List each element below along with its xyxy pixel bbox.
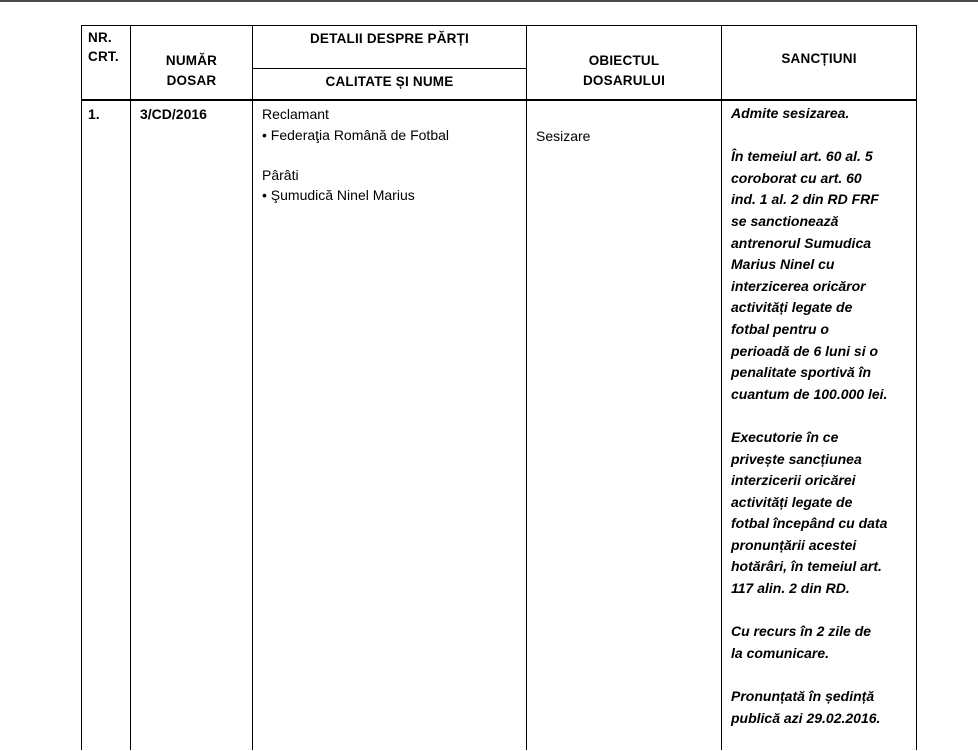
parati-name: • Şumudică Ninel Marius [262, 187, 415, 203]
header-detalii-parti: DETALII DESPRE PĂRȚI [309, 31, 469, 46]
row-nr: 1. [88, 106, 100, 122]
sanction-paragraph-2: În temeiul art. 60 al. 5 coroborat cu art. 60 ind. 1 al. 2 din RD FRF se sanctionează antrenorul Sumudica Marius Ninel cu interzicerea oricăror activități legate de fotbal pentru o perioadă de 6 luni si o penalitate sportivă în cuantum de 100.000 lei. [731, 148, 888, 402]
header-bottom-border [81, 99, 917, 101]
header-calitate-nume: CALITATE ȘI NUME [325, 74, 454, 89]
table-top-border [81, 25, 917, 26]
sanction-paragraph-1: Admite sesizarea. [731, 105, 850, 121]
reclamant-label: Reclamant [262, 106, 329, 122]
column-line-5 [721, 25, 722, 750]
column-line-3 [252, 25, 253, 750]
header-dosar: DOSAR [166, 73, 217, 88]
sanction-paragraph-5: Pronunțată în ședință publică azi 29.02.2016. [731, 688, 881, 726]
header-numar: NUMĂR [165, 53, 218, 68]
header-obiectul: OBIECTUL [588, 53, 660, 68]
header-dosarului: DOSARULUI [582, 73, 666, 88]
parati-label: Pârâti [262, 167, 299, 183]
header-crt: CRT. [88, 49, 119, 64]
sanctiuni-text [731, 103, 917, 751]
header-sanctiuni: SANCȚIUNI [781, 51, 857, 66]
sanction-paragraph-4: Cu recurs în 2 zile de la comunicare. [731, 623, 872, 661]
column-line-4 [526, 25, 527, 750]
column-line-2 [130, 25, 131, 750]
reclamant-name: • Federaţia Română de Fotbal [262, 127, 450, 143]
column-line-1 [81, 25, 82, 750]
sanction-paragraph-3: Executorie în ce privește sancțiunea interzicerii oricărei activități legate de fotbal începând cu data pronunțării acestei hotărâri, în temeiul art. 117 alin. 2 din RD. [731, 428, 888, 597]
obiect-dosar: Sesizare [536, 128, 591, 144]
header-nr: NR. [88, 30, 112, 45]
window-top-border [0, 0, 978, 2]
header-subdivider [252, 68, 526, 69]
row-dosar-number: 3/CD/2016 [140, 106, 207, 122]
